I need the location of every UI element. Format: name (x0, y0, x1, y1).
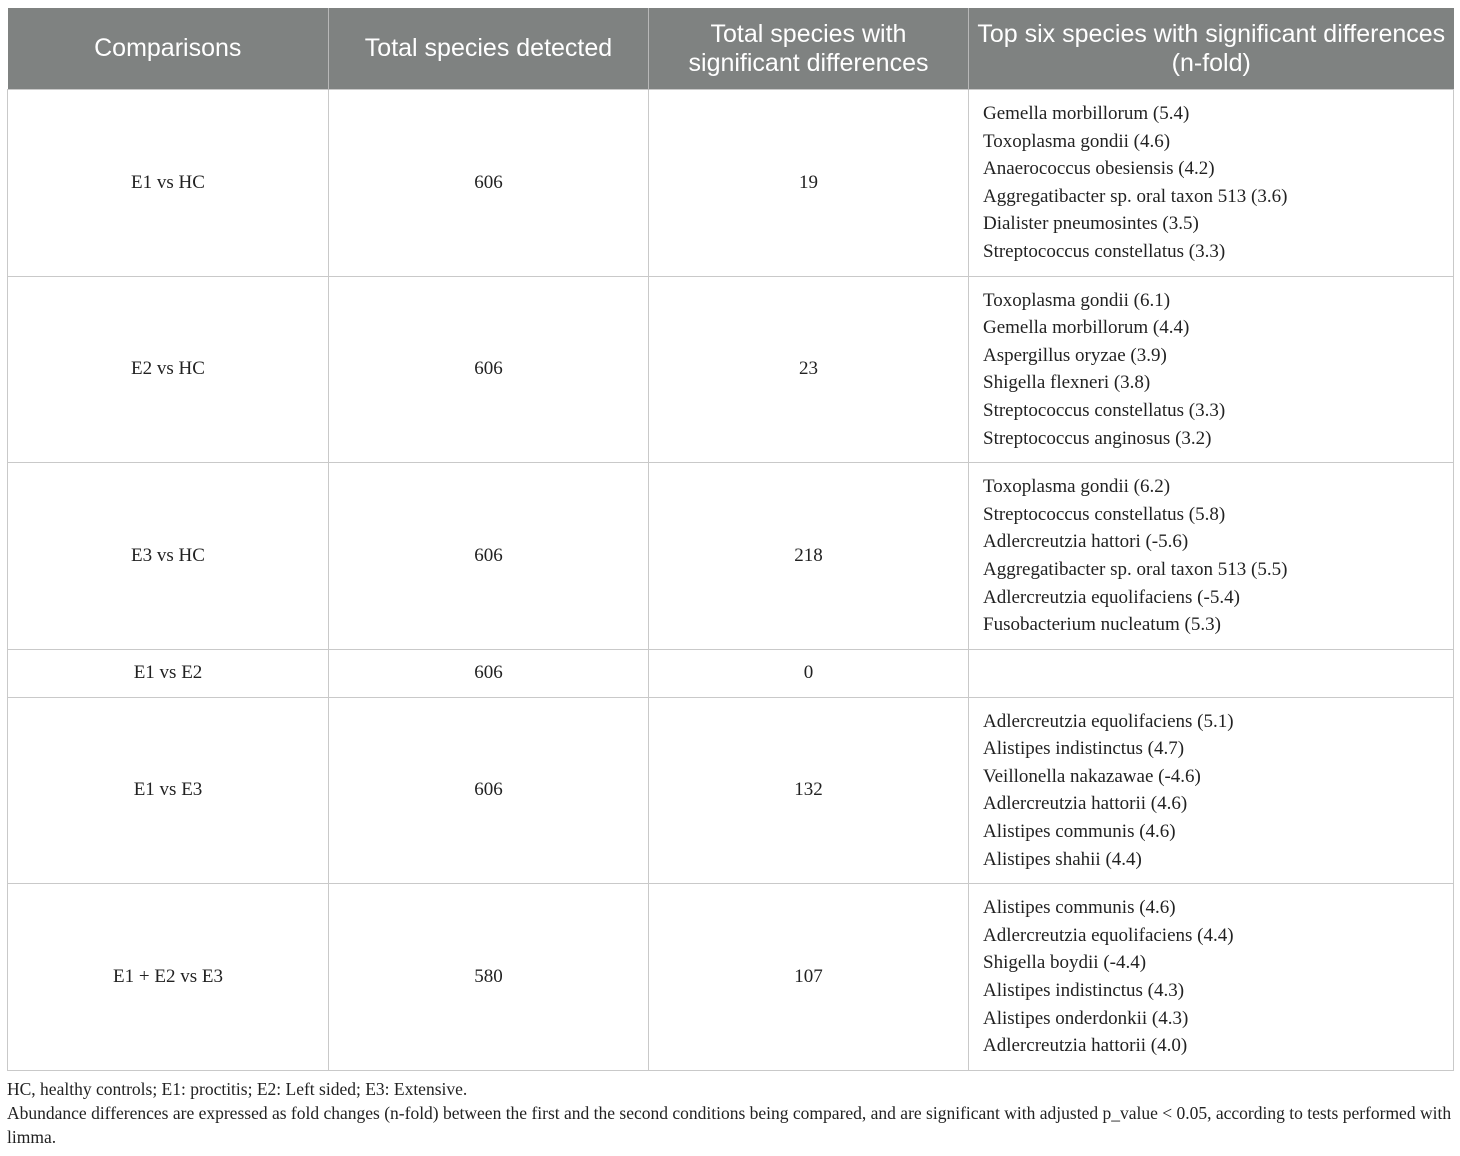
total-detected-cell: 606 (329, 90, 649, 277)
table-row (8, 90, 1454, 277)
species-cell (969, 90, 1454, 277)
species-item: Adlercreutzia hattori (-5.6) (983, 531, 1189, 553)
species-cell (969, 884, 1454, 1071)
species-item: Adlercreutzia hattorii (4.0) (983, 1035, 1188, 1057)
significant-cell: 132 (649, 697, 969, 884)
header-total-detected: Total species detected (329, 8, 649, 90)
footnote-abbreviations: HC, healthy controls; E1: proctitis; E2: Left sided; E3: Extensive. (7, 1078, 468, 1099)
total-detected-cell: 580 (329, 884, 649, 1071)
species-item: Fusobacterium nucleatum (5.3) (983, 614, 1221, 636)
species-item: Gemella morbillorum (4.4) (983, 317, 1190, 339)
species-item: Aspergillus oryzae (3.9) (983, 344, 1167, 366)
species-item: Adlercreutzia equolifaciens (5.1) (983, 710, 1234, 732)
comparison-cell: E1 vs HC (8, 90, 329, 277)
comparison-cell: E1 vs E3 (8, 697, 329, 884)
species-item: Aggregatibacter sp. oral taxon 513 (3.6) (983, 185, 1288, 207)
species-cell (969, 276, 1454, 463)
species-item: Toxoplasma gondii (6.2) (983, 476, 1171, 498)
species-item: Dialister pneumosintes (3.5) (983, 213, 1199, 235)
species-item: Streptococcus constellatus (3.3) (983, 240, 1226, 262)
species-item: Alistipes communis (4.6) (983, 821, 1176, 843)
table-row (8, 697, 1454, 884)
header-significant: Total species with significant differences (649, 8, 969, 90)
significant-cell: 23 (649, 276, 969, 463)
species-item: Aggregatibacter sp. oral taxon 513 (5.5) (983, 558, 1288, 580)
total-detected-cell: 606 (329, 463, 649, 650)
species-item: Streptococcus constellatus (5.8) (983, 503, 1226, 525)
significant-cell: 19 (649, 90, 969, 277)
total-detected-cell: 606 (329, 697, 649, 884)
species-item: Toxoplasma gondii (4.6) (983, 130, 1171, 152)
species-item: Toxoplasma gondii (6.1) (983, 289, 1171, 311)
comparison-cell: E1 + E2 vs E3 (8, 884, 329, 1071)
species-item: Veillonella nakazawae (-4.6) (983, 765, 1201, 787)
table-row (8, 463, 1454, 650)
species-item: Gemella morbillorum (5.4) (983, 103, 1190, 124)
table-row (8, 276, 1454, 463)
species-item: Shigella boydii (-4.4) (983, 952, 1147, 974)
header-top-species: Top six species with significant differences (n-fold) (969, 8, 1454, 90)
table-row (8, 884, 1454, 1071)
comparison-cell: E2 vs HC (8, 276, 329, 463)
species-item: Alistipes communis (4.6) (983, 897, 1176, 919)
species-cell (969, 697, 1454, 884)
species-item: Alistipes onderdonkii (4.3) (983, 1007, 1189, 1029)
significant-cell: 0 (649, 649, 969, 697)
species-item: Alistipes indistinctus (4.7) (983, 738, 1185, 760)
species-item: Adlercreutzia equolifaciens (4.4) (983, 924, 1234, 946)
total-detected-cell: 606 (329, 276, 649, 463)
species-item: Adlercreutzia hattorii (4.6) (983, 793, 1188, 815)
header-comparisons: Comparisons (8, 8, 329, 90)
comparison-cell: E1 vs E2 (8, 649, 329, 697)
species-item: Shigella flexneri (3.8) (983, 372, 1151, 394)
species-item: Anaerococcus obesiensis (4.2) (983, 158, 1215, 180)
species-item: Alistipes shahii (4.4) (983, 848, 1142, 870)
species-cell-empty (969, 649, 1454, 697)
species-item: Streptococcus anginosus (3.2) (983, 427, 1212, 449)
footnote-explanation: Abundance differences are expressed as fold changes (n-fold) between the first and the second conditions being compared, and are significant with adjusted p_value < 0.05, according to tests performed with limma. (7, 1102, 1452, 1147)
table-footnotes (7, 1077, 1453, 1149)
comparison-cell: E3 vs HC (8, 463, 329, 650)
table-row (8, 649, 1454, 697)
header-row (8, 8, 1454, 90)
comparison-table (7, 8, 1454, 1071)
table-container (7, 8, 1453, 1149)
species-cell (969, 463, 1454, 650)
species-item: Adlercreutzia equolifaciens (-5.4) (983, 586, 1240, 608)
species-item: Streptococcus constellatus (3.3) (983, 399, 1226, 421)
significant-cell: 107 (649, 884, 969, 1071)
total-detected-cell: 606 (329, 649, 649, 697)
species-item: Alistipes indistinctus (4.3) (983, 980, 1185, 1002)
significant-cell: 218 (649, 463, 969, 650)
